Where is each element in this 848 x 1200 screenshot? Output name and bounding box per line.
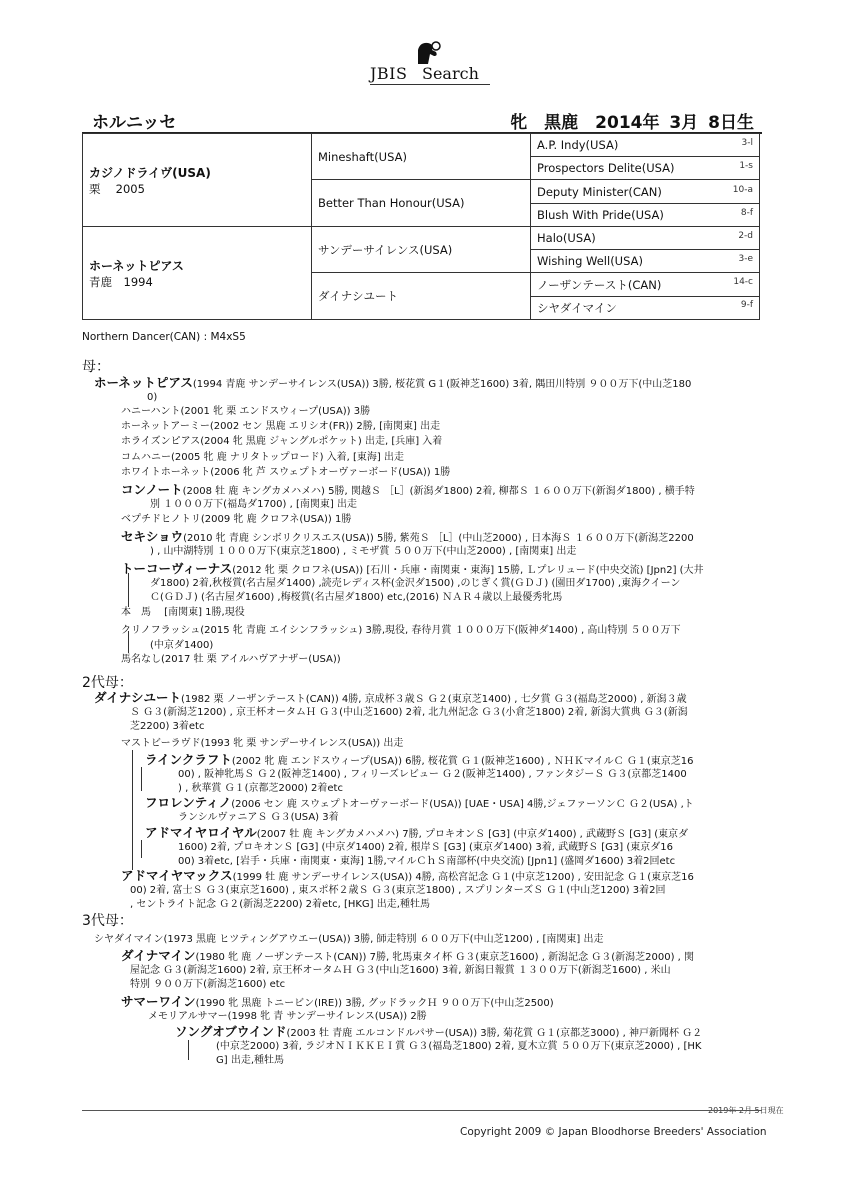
footer-rule (82, 1110, 762, 1111)
pedigree-g3-7: ノーザンテースト(CAN) 14-c (531, 273, 760, 297)
horse-record: ホライズンピアス(2004 牝 黒鹿 ジャングルポケット) 出走, [兵庫] 入着 (121, 436, 443, 447)
family-line (150, 591, 562, 605)
horse-record: ランシルヴァニアＳ Ｇ３(USA) 3着 (178, 812, 339, 823)
family-line (121, 420, 440, 434)
family-line (121, 562, 704, 578)
horse-record: (1990 牝 黒鹿 トニービン(IRE)) 3勝, グッドラックＨ ９００万下(中山芝2500) (195, 998, 554, 1009)
family-line (121, 653, 341, 667)
horse-record: (1982 栗 ノーザンテースト(CAN)) 4勝, 京成杯３歳Ｓ Ｇ２(東京芝1400) , 七夕賞 Ｇ３(福島芝2000) , 新潟３歳 (181, 694, 687, 705)
horse-record: (中京ダ1400) (150, 640, 214, 651)
family-line (150, 498, 357, 512)
horse-record: ホワイトホーネット(2006 牝 芦 スウェプトオーヴァーボード(USA)) 1勝 (121, 467, 451, 478)
horse-name-bold: ダイナシユート (94, 690, 182, 705)
family-line (130, 884, 666, 898)
horse-name-bold: フロレンティノ (145, 795, 232, 810)
horse-record: (2008 牡 鹿 キングカメハメハ) 5勝, 関越Ｓ ［L］(新潟ダ1800) 2着, 柳都Ｓ １６００万下(新潟ダ1800) , 横手特 (182, 486, 695, 497)
horse-record: (2006 セン 鹿 スウェプトオーヴァーボード(USA)) [UAE・USA] 4勝,ジェファーソンＣ Ｇ２(USA) ,ト (231, 799, 694, 810)
horse-record: (1994 青鹿 サンデーサイレンス(USA)) 3勝, 桜花賞 G１(阪神芝1600) 3着, 隅田川特別 ９００万下(中山芝180 (192, 379, 692, 390)
horse-record: (2002 牝 鹿 エンドスウィープ(USA)) 6勝, 桜花賞 Ｇ１(阪神芝1600) , ＮＨＫマイルＣ Ｇ１(東京芝16 (231, 756, 694, 767)
horse-record: メモリアルサマー(1998 牝 青 サンデーサイレンス(USA)) 2勝 (148, 1011, 427, 1022)
family-line (121, 483, 695, 499)
horse-record: 1600) 2着, プロキオンＳ [G3] (中京ダ1400) 2着, 根岸Ｓ [G3] (東京ダ1400) 3着, 武蔵野Ｓ [G3] (東京ダ16 (178, 842, 673, 853)
horse-record: 00) 3着etc, [岩手・兵庫・南関東・東海] 1勝,マイルＣｈＳ南部杯(中央交流) [Jpn1] (盛岡ダ1600) 3着2回etc (178, 856, 676, 867)
family-line (145, 826, 688, 842)
horse-record: コムハニー(2005 牝 鹿 ナリタトップロード) 入着, [東海] 出走 (121, 452, 405, 463)
horse-record: シヤダイマイン(1973 黒鹿 ヒツティングアウエー(USA)) 3勝, 師走特別 ６００万下(中山芝1200) , [南関東] 出走 (94, 934, 604, 945)
pedigree-sire-dam: Better Than Honour(USA) (312, 180, 531, 227)
family-line (130, 898, 430, 912)
section-second-dam: 2代母： (82, 675, 133, 691)
family-line (130, 706, 688, 720)
horse-name-bold: ソングオブウインド (175, 1024, 287, 1039)
family-line (178, 811, 339, 825)
sire-name: カジノドライヴ(USA) (89, 165, 211, 180)
horse-record: (2010 牝 青鹿 シンボリクリスエス(USA)) 5勝, 紫苑Ｓ ［L］(中山芝2000) , 日本海Ｓ １６００万下(新潟芝2200 (183, 533, 694, 544)
logo-text-search: Search (422, 64, 479, 83)
family-line (121, 624, 681, 638)
horse-record: Ｃ(ＧＤＪ) (名古屋ダ1600) ,梅桜賞(名古屋ダ1800) etc,(2016) ＮＡＲ４歳以上最優秀牝馬 (150, 592, 563, 603)
pedigree-sire (83, 134, 312, 227)
horse-name-bold: アドマイヤロイヤル (145, 825, 257, 840)
tree-connector (128, 573, 129, 607)
horse-name-bold: トーコーヴィーナス (121, 561, 233, 576)
family-line (145, 796, 694, 812)
horse-name-bold: ダイナマイン (121, 948, 196, 963)
jbis-logo (370, 40, 490, 86)
family-line (150, 639, 213, 653)
pedigree-table (82, 133, 760, 320)
family-line (148, 1010, 427, 1024)
family-line (175, 1025, 702, 1041)
pedigree-dam (83, 227, 312, 320)
dam-name: ホーネットピアス (89, 258, 184, 273)
family-line (216, 1054, 284, 1068)
dam-detail: 青鹿 1994 (89, 274, 153, 289)
horse-record: クリノフラッシュ(2015 牝 青鹿 エイシンフラッシュ) 3勝,現役, 春待月賞 １０００万下(阪神ダ1400) , 高山特別 ５００万下 (121, 625, 681, 636)
family-line (178, 841, 673, 855)
family-line (150, 545, 576, 559)
pedigree-g3-5: Halo(USA) 2-d (531, 227, 760, 250)
horse-record: 0) (147, 392, 158, 403)
family-line (121, 869, 694, 885)
family-line (94, 376, 691, 392)
family-line (178, 782, 343, 796)
horse-name-bold: サマーワイン (121, 994, 196, 1009)
pedigree-g3-1: A.P. Indy(USA) 3-l (531, 134, 760, 157)
pedigree-g3-6: Wishing Well(USA) 3-e (531, 250, 760, 273)
family-line (130, 720, 204, 734)
pedigree-g3-2: Prospectors Delite(USA) 1-s (531, 157, 760, 180)
pedigree-g3-3: Deputy Minister(CAN) 10-a (531, 180, 760, 204)
family-line (121, 435, 442, 449)
family-line (121, 995, 554, 1011)
horse-record: (2007 牡 鹿 キングカメハメハ) 7勝, プロキオンＳ [G3] (中京ダ1400) , 武蔵野Ｓ [G3] (東京ダ (256, 829, 689, 840)
family-line (147, 391, 157, 405)
horse-name-bold: ラインクラフト (145, 752, 232, 767)
horse-record: ホーネットアーミー(2002 セン 黒鹿 エリシオ(FR)) 2勝, [南関東] 出走 (121, 421, 441, 432)
horse-record: マストビーラヴド(1993 牝 栗 サンデーサイレンス(USA)) 出走 (121, 738, 404, 749)
horse-record: ベプチドヒノトリ(2009 牝 鹿 クロフネ(USA)) 1勝 (121, 514, 352, 525)
family-line (94, 933, 603, 947)
family-line (121, 606, 245, 620)
horse-record: ハニーハント(2001 牝 栗 エンドスウィープ(USA)) 3勝 (121, 406, 371, 417)
tree-connector (141, 840, 142, 858)
family-line (178, 855, 675, 869)
pedigree-g3-8: シヤダイマイン 9-f (531, 297, 760, 320)
tree-connector (132, 750, 133, 870)
horse-name-bold: アドマイヤマックス (121, 868, 233, 883)
horse-record: (中京芝2000) 3着, ラジオＮＩＫＫＥＩ賞 Ｇ３(福島芝1800) 2着, 夏木立賞 ５００万下(東京芝2000) , [HK (216, 1041, 702, 1052)
family-line (121, 513, 351, 527)
sire-detail: 栗 2005 (89, 181, 145, 196)
family-line (121, 466, 450, 480)
tree-connector (188, 1040, 189, 1060)
horse-record: 別 １０００万下(福島ダ1700) , [南関東] 出走 (150, 499, 357, 510)
logo-text-jbis: JBIS (370, 64, 408, 83)
family-line (121, 530, 694, 546)
section-dam: 母： (82, 359, 110, 375)
family-line (150, 577, 680, 591)
horse-header (82, 106, 762, 134)
horse-record: (2012 牝 栗 クロフネ(USA)) [石川・兵庫・南関東・東海] 15勝, Ｌプレリュード(中央交流) [Jpn2] (大井 (232, 565, 704, 576)
horse-record: 屋記念 Ｇ３(新潟芝1600) 2着, 京王杯オータムＨ Ｇ３(中山芝1600) 3着, 新潟日報賞 １３００万下(新潟芝1600) , 米山 (130, 965, 671, 976)
horse-record: 00) 2着, 富士Ｓ Ｇ３(東京芝1600) , 東スポ杯２歳Ｓ Ｇ３(東京芝1800) , スプリンターズＳ Ｇ１(中山芝1200) 3着2回 (130, 885, 666, 896)
family-line (130, 978, 285, 992)
family-line (121, 451, 404, 465)
inbreeding-note: Northern Dancer(CAN) : M4xS5 (82, 331, 246, 343)
horse-record: (1999 牡 鹿 サンデーサイレンス(USA)) 4勝, 高松宮記念 Ｇ１(中京芝1200) , 安田記念 Ｇ１(東京芝16 (232, 872, 694, 883)
tree-connector (141, 767, 142, 791)
family-line (145, 753, 693, 769)
section-third-dam: 3代母： (82, 913, 133, 929)
pedigree-dam-sire: サンデーサイレンス(USA) (312, 227, 531, 273)
pedigree-sire-sire: Mineshaft(USA) (312, 134, 531, 180)
family-line (121, 949, 694, 965)
jockey-horse-logo-icon (410, 40, 444, 66)
horse-record: 芝2200) 3着etc (130, 721, 205, 732)
horse-record: (2003 牡 青鹿 エルコンドルパサー(USA)) 3勝, 菊花賞 Ｇ１(京都芝3000) , 神戸新聞杯 Ｇ２ (286, 1028, 703, 1039)
horse-record: Ｓ Ｇ３(新潟芝1200) , 京王杯オータムＨ Ｇ３(中山芝1600) 2着, 北九州記念 Ｇ３(小倉芝1800) 2着, 新潟大賞典 Ｇ３(新潟 (130, 707, 688, 718)
logo-underline (370, 84, 490, 85)
horse-record: G] 出走,種牡馬 (216, 1055, 285, 1066)
family-line (121, 737, 403, 751)
horse-record: ダ1800) 2着,秋桜賞(名古屋ダ1400) ,読売レディス杯(金沢ダ1500) ,のじぎく賞(ＧＤＪ) (園田ダ1700) ,東海クイーン (150, 578, 681, 589)
horse-name-bold: セキショウ (121, 529, 184, 544)
pedigree-g3-4: Blush With Pride(USA) 8-f (531, 204, 760, 227)
horse-record: 本 馬 [南関東] 1勝,現役 (121, 607, 245, 618)
family-line (121, 405, 370, 419)
horse-record: 00) , 阪神牝馬Ｓ Ｇ２(阪神芝1400) , フィリーズレビュー Ｇ２(阪神芝1400) , ファンタジーＳ Ｇ３(京都芝1400 (178, 769, 687, 780)
horse-name-bold: コンノート (121, 482, 183, 497)
copyright: Copyright 2009 © Japan Bloodhorse Breeders' Association (460, 1126, 767, 1138)
horse-info: 牝 黒鹿 2014年 3月 8日生 (510, 113, 754, 133)
horse-name-bold: ホーネットピアス (94, 375, 193, 390)
horse-record: 特別 ９００万下(新潟芝1600) etc (130, 979, 286, 990)
as-of-date: 2019年 2月 5日現在 (708, 1106, 784, 1115)
family-line (94, 691, 687, 707)
horse-record: 馬名なし(2017 牡 栗 アイルハヴアナザー(USA)) (121, 654, 341, 665)
horse-record: ) , 秋華賞 Ｇ１(京都芝2000) 2着etc (178, 783, 343, 794)
family-line (130, 964, 671, 978)
horse-record: ) , 山中湖特別 １０００万下(東京芝1800) , ミモザ賞 ５００万下(中山芝2000) , [南関東] 出走 (150, 546, 577, 557)
family-line (178, 768, 687, 782)
horse-record: , セントライト記念 Ｇ２(新潟芝2200) 2着etc, [HKG] 出走,種牡馬 (130, 899, 430, 910)
horse-name: ホルニッセ (92, 113, 177, 133)
pedigree-dam-dam: ダイナシユート (312, 273, 531, 320)
family-line (216, 1040, 701, 1054)
horse-record: (1980 牝 鹿 ノーザンテースト(CAN)) 7勝, 牝馬東タイ杯 Ｇ３(東京芝1600) , 新潟記念 Ｇ３(新潟芝2000) , 関 (195, 952, 695, 963)
